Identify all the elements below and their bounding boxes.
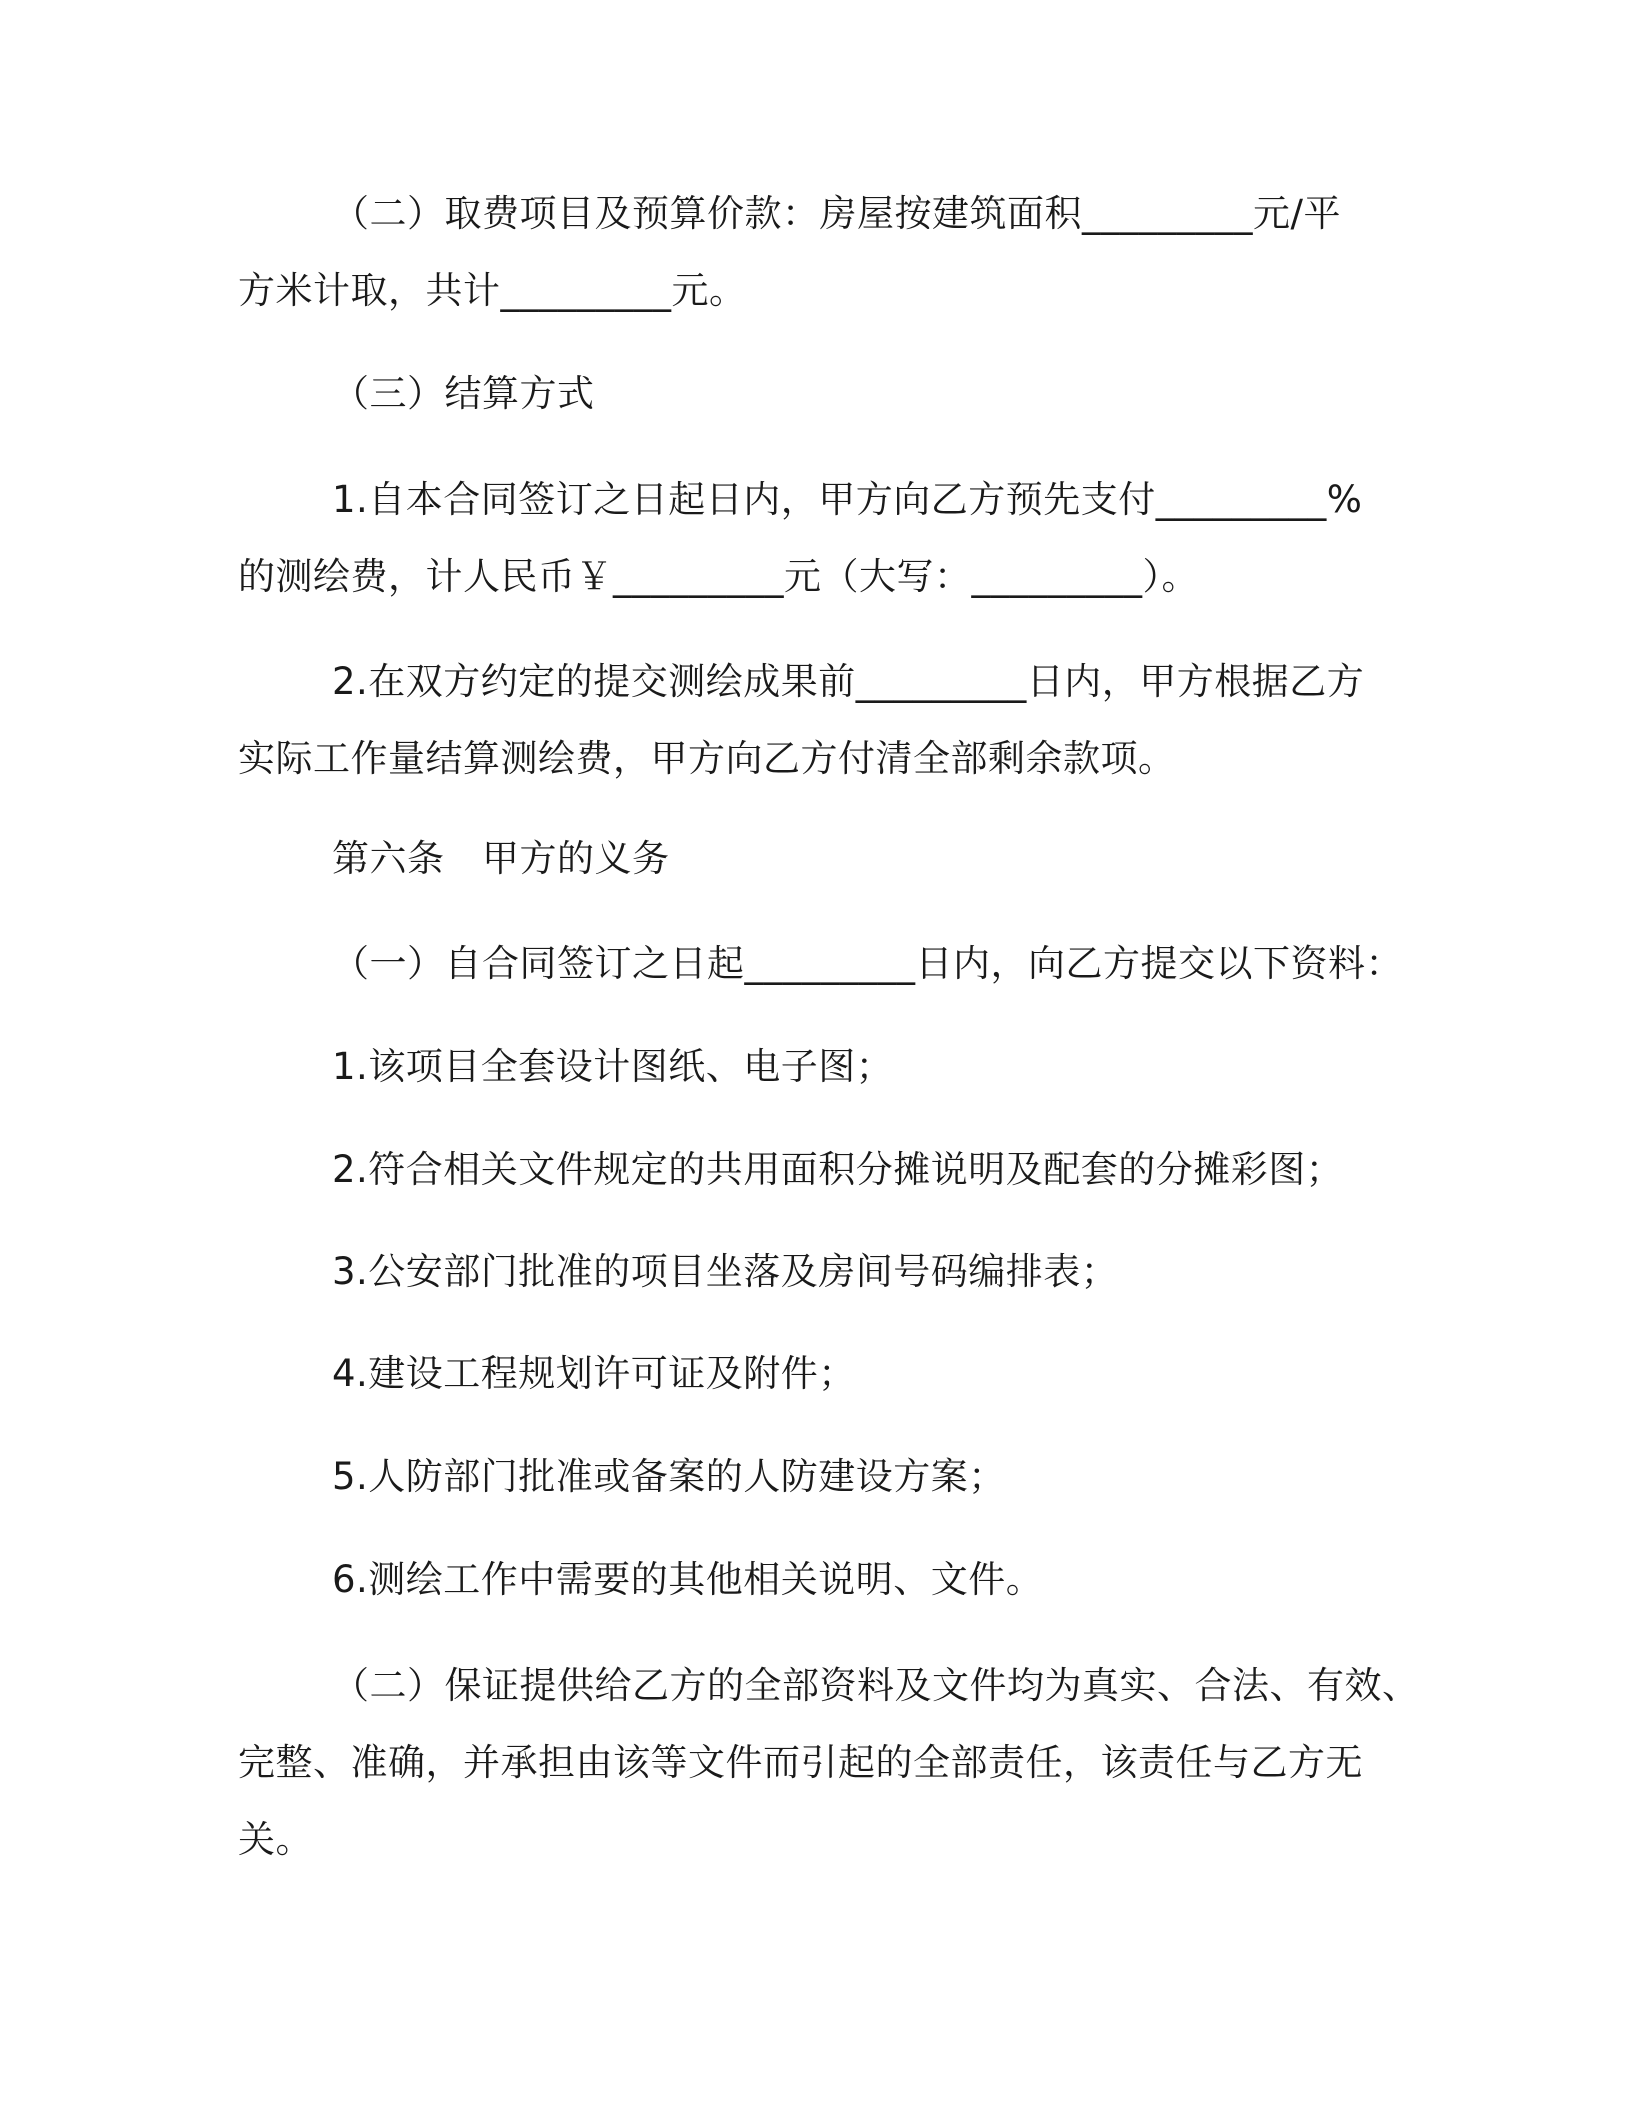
text-line: 2.在双方约定的提交测绘成果前_________日内，甲方根据乙方 [332, 660, 1365, 703]
article-heading: 第六条 甲方的义务 [332, 837, 670, 880]
text-line: （二）取费项目及预算价款：房屋按建筑面积_________元/平 [332, 192, 1341, 235]
list-item-material-1 [238, 1028, 1418, 1105]
text-line: 2.符合相关文件规定的共用面积分摊说明及配套的分摊彩图； [332, 1148, 1344, 1191]
text-line: 方米计取，共计_________元。 [238, 269, 747, 312]
text-line: 3.公安部门批准的项目坐落及房间号码编排表； [332, 1250, 1119, 1293]
text-line: 实际工作量结算测绘费，甲方向乙方付清全部剩余款项。 [238, 737, 1176, 780]
text-line: 关。 [238, 1818, 313, 1861]
text-line: （一）自合同签订之日起_________日内，向乙方提交以下资料： [332, 942, 1403, 985]
text-line: 4.建设工程规划许可证及附件； [332, 1352, 856, 1395]
paragraph-obligation-2 [238, 1647, 1418, 1878]
list-item-material-4 [238, 1335, 1418, 1412]
text-line: 5.人防部门批准或备案的人防建设方案； [332, 1455, 1006, 1498]
paragraph-fee-items [238, 175, 1418, 329]
text-line: 6.测绘工作中需要的其他相关说明、文件。 [332, 1558, 1044, 1601]
text-line: 1.该项目全套设计图纸、电子图； [332, 1045, 894, 1088]
list-item-material-5 [238, 1438, 1418, 1515]
section-heading: （三）结算方式 [332, 372, 595, 415]
text-line: （二）保证提供给乙方的全部资料及文件均为真实、合法、有效、 [332, 1664, 1420, 1707]
list-item-material-2 [238, 1131, 1418, 1208]
text-line: 完整、准确，并承担由该等文件而引起的全部责任，该责任与乙方无 [238, 1741, 1363, 1784]
paragraph-settlement-1 [238, 461, 1418, 615]
paragraph-settlement-2 [238, 643, 1418, 797]
paragraph-settlement-heading [238, 355, 1418, 432]
text-line: 的测绘费，计人民币￥_________元（大写：_________）。 [238, 555, 1199, 598]
paragraph-article-6-heading [238, 820, 1418, 897]
paragraph-obligation-1 [238, 925, 1418, 1002]
list-item-material-6 [238, 1541, 1418, 1618]
text-line: 1.自本合同签订之日起日内，甲方向乙方预先支付_________% [332, 478, 1363, 521]
list-item-material-3 [238, 1233, 1418, 1310]
